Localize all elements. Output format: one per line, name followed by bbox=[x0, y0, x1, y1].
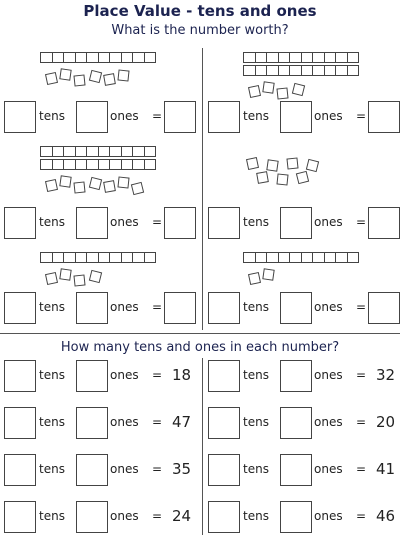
rod-unit bbox=[244, 53, 256, 62]
rod-unit bbox=[64, 160, 76, 169]
equals-sign: = bbox=[152, 368, 163, 382]
rod-unit bbox=[244, 66, 256, 75]
rod-unit bbox=[313, 253, 325, 262]
rod-unit bbox=[122, 53, 134, 62]
ones-label: ones bbox=[110, 415, 139, 429]
ones-answer-box[interactable] bbox=[76, 101, 108, 133]
rod-unit bbox=[244, 253, 256, 262]
rod-unit bbox=[290, 66, 302, 75]
rod-unit bbox=[267, 53, 279, 62]
ones-answer-box[interactable] bbox=[280, 407, 312, 439]
total-answer-box[interactable] bbox=[164, 101, 196, 133]
rod-unit bbox=[325, 66, 337, 75]
one-cube bbox=[248, 85, 261, 98]
rod-unit bbox=[76, 253, 88, 262]
ones-answer-box[interactable] bbox=[76, 407, 108, 439]
one-cube bbox=[246, 157, 259, 170]
rod-unit bbox=[76, 53, 88, 62]
tens-label: tens bbox=[39, 462, 65, 476]
tens-answer-box[interactable] bbox=[208, 207, 240, 239]
tens-answer-box[interactable] bbox=[4, 360, 36, 392]
ones-answer-box[interactable] bbox=[280, 292, 312, 324]
rod-unit bbox=[133, 253, 145, 262]
tens-answer-box[interactable] bbox=[4, 407, 36, 439]
page-title: Place Value - tens and ones bbox=[83, 2, 317, 20]
ones-answer-box[interactable] bbox=[280, 360, 312, 392]
tens-answer-box[interactable] bbox=[208, 360, 240, 392]
rod-unit bbox=[53, 53, 65, 62]
rod-unit bbox=[336, 66, 348, 75]
one-cube bbox=[262, 81, 274, 93]
rod-unit bbox=[145, 160, 156, 169]
target-number: 20 bbox=[376, 413, 396, 431]
one-cube bbox=[306, 159, 319, 172]
rod-unit bbox=[348, 53, 359, 62]
rod-unit bbox=[302, 53, 314, 62]
ones-answer-box[interactable] bbox=[76, 454, 108, 486]
rod-unit bbox=[256, 66, 268, 75]
rod-unit bbox=[290, 253, 302, 262]
equals-sign: = bbox=[356, 462, 367, 476]
rod-unit bbox=[64, 147, 76, 156]
total-answer-box[interactable] bbox=[164, 207, 196, 239]
target-number: 18 bbox=[172, 366, 192, 384]
rod-unit bbox=[313, 66, 325, 75]
equals-sign: = bbox=[356, 109, 367, 123]
rod-unit bbox=[41, 160, 53, 169]
tens-answer-box[interactable] bbox=[4, 501, 36, 533]
rod-unit bbox=[302, 66, 314, 75]
ones-label: ones bbox=[314, 415, 343, 429]
ones-label: ones bbox=[314, 368, 343, 382]
one-cube bbox=[59, 175, 71, 187]
section-2-instruction: How many tens and ones in each number? bbox=[60, 340, 340, 355]
one-cube bbox=[266, 159, 278, 171]
rod-unit bbox=[133, 147, 145, 156]
ten-rod bbox=[40, 159, 156, 170]
rod-unit bbox=[279, 253, 291, 262]
rod-unit bbox=[122, 147, 134, 156]
rod-unit bbox=[64, 253, 76, 262]
rod-unit bbox=[41, 147, 53, 156]
tens-label: tens bbox=[243, 368, 269, 382]
rod-unit bbox=[336, 53, 348, 62]
rod-unit bbox=[87, 253, 99, 262]
tens-label: tens bbox=[243, 509, 269, 523]
ten-rod bbox=[243, 52, 359, 63]
total-answer-box[interactable] bbox=[368, 292, 400, 324]
one-cube bbox=[73, 74, 85, 86]
ones-label: ones bbox=[110, 368, 139, 382]
rod-unit bbox=[110, 253, 122, 262]
rod-unit bbox=[313, 53, 325, 62]
rod-unit bbox=[122, 160, 134, 169]
ten-rod bbox=[243, 65, 359, 76]
ones-answer-box[interactable] bbox=[280, 207, 312, 239]
one-cube bbox=[103, 73, 116, 86]
ten-rod bbox=[40, 252, 156, 263]
equals-sign: = bbox=[152, 109, 163, 123]
rod-unit bbox=[290, 53, 302, 62]
ones-label: ones bbox=[110, 109, 139, 123]
one-cube bbox=[89, 270, 102, 283]
tens-label: tens bbox=[243, 462, 269, 476]
tens-label: tens bbox=[39, 368, 65, 382]
tens-answer-box[interactable] bbox=[208, 501, 240, 533]
one-cube bbox=[103, 180, 116, 193]
equals-sign: = bbox=[356, 215, 367, 229]
one-cube bbox=[292, 83, 305, 96]
total-answer-box[interactable] bbox=[368, 101, 400, 133]
one-cube bbox=[248, 272, 261, 285]
ones-answer-box[interactable] bbox=[280, 501, 312, 533]
tens-label: tens bbox=[243, 415, 269, 429]
one-cube bbox=[59, 68, 71, 80]
one-cube bbox=[262, 268, 274, 280]
equals-sign: = bbox=[356, 300, 367, 314]
tens-answer-box[interactable] bbox=[4, 207, 36, 239]
ones-answer-box[interactable] bbox=[76, 360, 108, 392]
target-number: 32 bbox=[376, 366, 396, 384]
ten-rod bbox=[40, 146, 156, 157]
ten-rod bbox=[243, 252, 359, 263]
equals-sign: = bbox=[356, 415, 367, 429]
ones-answer-box[interactable] bbox=[280, 101, 312, 133]
ones-label: ones bbox=[314, 300, 343, 314]
tens-label: tens bbox=[243, 109, 269, 123]
rod-unit bbox=[256, 53, 268, 62]
rod-unit bbox=[87, 160, 99, 169]
rod-unit bbox=[267, 66, 279, 75]
one-cube bbox=[117, 69, 129, 81]
target-number: 46 bbox=[376, 507, 396, 525]
rod-unit bbox=[87, 147, 99, 156]
tens-label: tens bbox=[39, 415, 65, 429]
tens-answer-box[interactable] bbox=[4, 101, 36, 133]
ones-answer-box[interactable] bbox=[76, 292, 108, 324]
rod-unit bbox=[145, 253, 156, 262]
ones-label: ones bbox=[314, 109, 343, 123]
one-cube bbox=[45, 179, 58, 192]
rod-unit bbox=[99, 160, 111, 169]
rod-unit bbox=[41, 253, 53, 262]
equals-sign: = bbox=[356, 368, 367, 382]
tens-label: tens bbox=[39, 109, 65, 123]
rod-unit bbox=[302, 253, 314, 262]
one-cube bbox=[296, 171, 309, 184]
rod-unit bbox=[99, 147, 111, 156]
rod-unit bbox=[133, 160, 145, 169]
equals-sign: = bbox=[152, 462, 163, 476]
ones-label: ones bbox=[314, 509, 343, 523]
tens-label: tens bbox=[39, 300, 65, 314]
rod-unit bbox=[76, 160, 88, 169]
rod-unit bbox=[133, 53, 145, 62]
one-cube bbox=[45, 72, 58, 85]
ones-label: ones bbox=[110, 509, 139, 523]
one-cube bbox=[73, 181, 85, 193]
equals-sign: = bbox=[152, 415, 163, 429]
rod-unit bbox=[110, 147, 122, 156]
one-cube bbox=[73, 274, 85, 286]
rod-unit bbox=[76, 147, 88, 156]
ones-label: ones bbox=[314, 462, 343, 476]
ones-label: ones bbox=[314, 215, 343, 229]
ten-rod bbox=[40, 52, 156, 63]
rod-unit bbox=[336, 253, 348, 262]
rod-unit bbox=[41, 53, 53, 62]
rod-unit bbox=[64, 53, 76, 62]
one-cube bbox=[89, 70, 102, 83]
tens-answer-box[interactable] bbox=[4, 454, 36, 486]
tens-answer-box[interactable] bbox=[208, 454, 240, 486]
rod-unit bbox=[325, 253, 337, 262]
divider-vertical-top bbox=[202, 48, 203, 330]
ones-label: ones bbox=[110, 462, 139, 476]
rod-unit bbox=[325, 53, 337, 62]
tens-label: tens bbox=[39, 215, 65, 229]
one-cube bbox=[59, 268, 71, 280]
rod-unit bbox=[145, 147, 156, 156]
one-cube bbox=[286, 157, 298, 169]
one-cube bbox=[117, 176, 129, 188]
tens-answer-box[interactable] bbox=[208, 407, 240, 439]
ones-label: ones bbox=[110, 215, 139, 229]
rod-unit bbox=[53, 147, 65, 156]
one-cube bbox=[276, 87, 288, 99]
equals-sign: = bbox=[152, 509, 163, 523]
ones-answer-box[interactable] bbox=[76, 501, 108, 533]
rod-unit bbox=[53, 160, 65, 169]
rod-unit bbox=[348, 66, 359, 75]
rod-unit bbox=[110, 160, 122, 169]
equals-sign: = bbox=[152, 300, 163, 314]
one-cube bbox=[276, 173, 288, 185]
rod-unit bbox=[99, 53, 111, 62]
total-answer-box[interactable] bbox=[368, 207, 400, 239]
target-number: 41 bbox=[376, 460, 396, 478]
rod-unit bbox=[110, 53, 122, 62]
section-1-instruction: What is the number worth? bbox=[111, 23, 289, 38]
ones-answer-box[interactable] bbox=[76, 207, 108, 239]
divider-vertical-bottom bbox=[202, 358, 203, 535]
target-number: 35 bbox=[172, 460, 192, 478]
tens-label: tens bbox=[243, 300, 269, 314]
one-cube bbox=[89, 177, 102, 190]
tens-answer-box[interactable] bbox=[208, 292, 240, 324]
total-answer-box[interactable] bbox=[164, 292, 196, 324]
rod-unit bbox=[53, 253, 65, 262]
one-cube bbox=[131, 182, 144, 195]
rod-unit bbox=[279, 53, 291, 62]
rod-unit bbox=[267, 253, 279, 262]
equals-sign: = bbox=[152, 215, 163, 229]
tens-label: tens bbox=[39, 509, 65, 523]
ones-answer-box[interactable] bbox=[280, 454, 312, 486]
rod-unit bbox=[145, 53, 156, 62]
ones-label: ones bbox=[110, 300, 139, 314]
rod-unit bbox=[87, 53, 99, 62]
divider-horizontal bbox=[0, 333, 400, 334]
tens-answer-box[interactable] bbox=[4, 292, 36, 324]
rod-unit bbox=[348, 253, 359, 262]
target-number: 47 bbox=[172, 413, 192, 431]
equals-sign: = bbox=[356, 509, 367, 523]
rod-unit bbox=[256, 253, 268, 262]
tens-answer-box[interactable] bbox=[208, 101, 240, 133]
tens-label: tens bbox=[243, 215, 269, 229]
one-cube bbox=[256, 171, 269, 184]
one-cube bbox=[45, 272, 58, 285]
target-number: 24 bbox=[172, 507, 192, 525]
rod-unit bbox=[122, 253, 134, 262]
rod-unit bbox=[99, 253, 111, 262]
rod-unit bbox=[279, 66, 291, 75]
